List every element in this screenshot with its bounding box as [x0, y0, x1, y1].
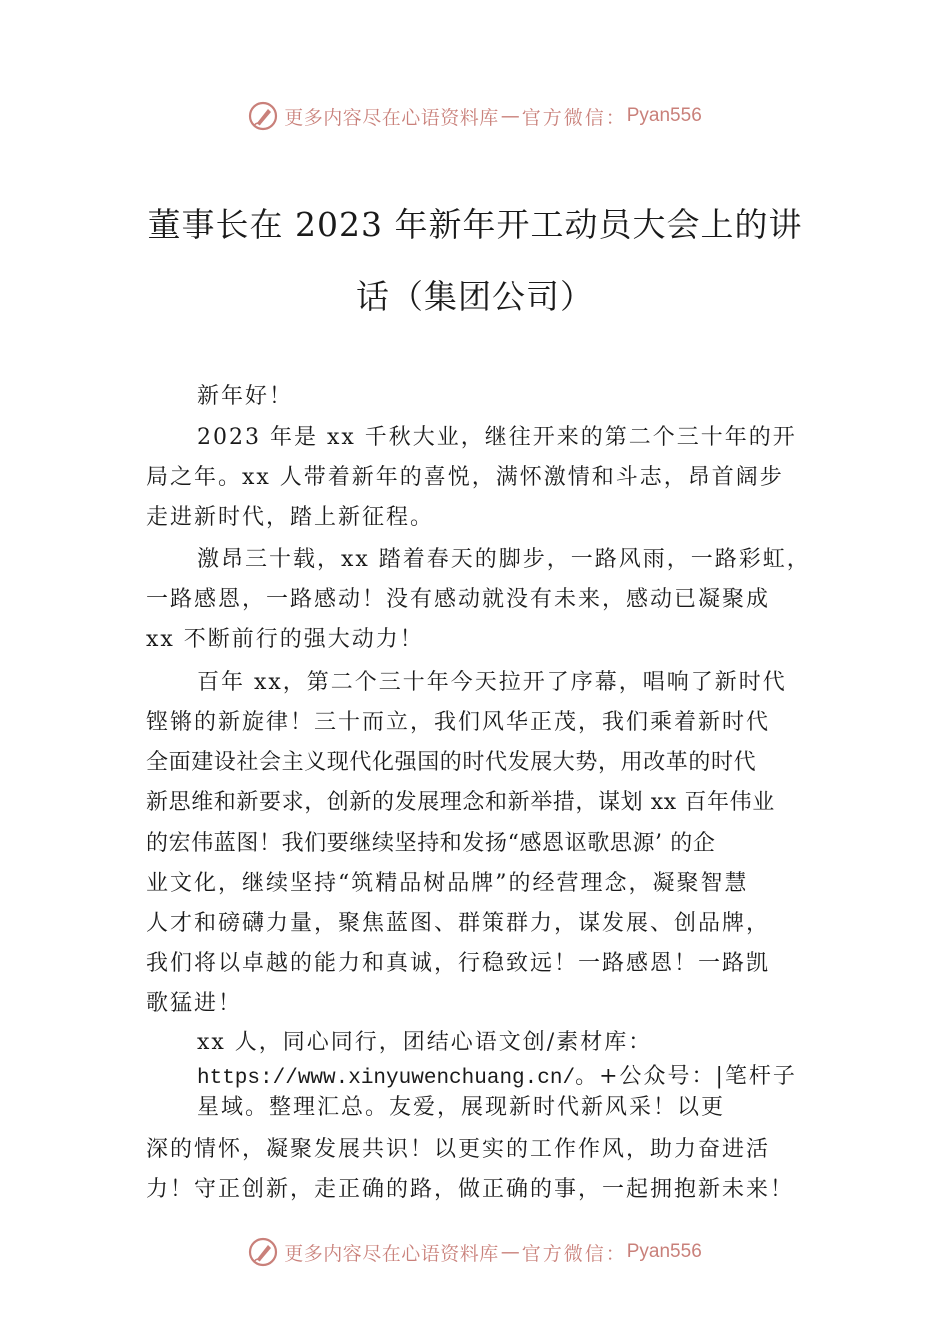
- body-line: 人才和磅礴力量，聚焦蓝图、群策群力，谋发展、创品牌，: [146, 911, 771, 936]
- document-title-line-1: 董事长在 2023 年新年开工动员大会上的讲: [147, 205, 803, 244]
- watermark-header: [0, 96, 950, 136]
- watermark-wechat-id: Pyan556: [626, 1241, 702, 1262]
- watermark-dash: —: [500, 1241, 520, 1263]
- watermark-footer: [0, 1232, 950, 1272]
- body-line: 我们将以卓越的能力和真诚，行稳致远！一路感恩！一路凯: [146, 951, 771, 976]
- watermark-dash: —: [500, 105, 520, 127]
- pen-logo-icon: [248, 1237, 278, 1267]
- body-line: 走进新时代，踏上新征程。: [146, 505, 435, 530]
- body-line: 星域。整理汇总。友爱，展现新时代新风采！以更: [197, 1095, 726, 1120]
- body-line: 深的情怀，凝聚发展共识！以更实的工作作风，助力奋进活: [146, 1137, 771, 1162]
- body-line: 新思维和新要求，创新的发展理念和新举措，谋划 xx 百年伟业: [146, 790, 775, 815]
- body-line: 一路感恩，一路感动！没有感动就没有未来，感动已凝聚成: [146, 587, 771, 612]
- body-line-suffix: 。+公众号：|笔杆子: [575, 1064, 797, 1089]
- body-line: 2023 年是 xx 千秋大业，继往开来的第二个三十年的开: [197, 425, 797, 450]
- body-line: 的宏伟蓝图！我们要继续坚持和发扬“感恩讴歌思源’ 的企: [146, 831, 716, 856]
- body-line: 局之年。xx 人带着新年的喜悦，满怀激情和斗志，昂首阔步: [146, 465, 784, 490]
- document-title-line-2: 话（集团公司）: [356, 277, 594, 316]
- watermark-wechat-label: 官方微信：: [521, 106, 627, 129]
- watermark-wechat-id: Pyan556: [626, 105, 702, 126]
- body-line: xx 人，同心同行，团结心语文创/素材库：: [197, 1030, 653, 1055]
- body-line: 全面建设社会主义现代化强国的时代发展大势，用改革的时代: [146, 750, 757, 775]
- body-line: 力！守正创新，走正确的路，做正确的事，一起拥抱新未来！: [146, 1177, 795, 1202]
- body-line: 歌猛进！: [146, 991, 243, 1016]
- body-line: 激昂三十载，xx 踏着春天的脚步，一路风雨，一路彩虹，: [197, 547, 811, 572]
- body-line: xx 不断前行的强大动力！: [146, 627, 424, 652]
- watermark-main-text: 更多内容尽在心语资料库: [284, 106, 499, 129]
- body-line: 铿锵的新旋律！三十而立，我们风华正茂，我们乘着新时代: [146, 710, 771, 735]
- website-url: https://www.xinyuwenchuang.cn/: [197, 1067, 576, 1090]
- body-line: 业文化，继续坚持“筑精品树品牌”的经营理念，凝聚智慧: [146, 871, 749, 896]
- body-line: 百年 xx，第二个三十年今天拉开了序幕，唱响了新时代: [197, 670, 787, 695]
- watermark-main-text: 更多内容尽在心语资料库: [284, 1242, 499, 1265]
- body-line-url: [197, 1062, 797, 1094]
- pen-logo-icon: [248, 101, 278, 131]
- body-line: 新年好！: [197, 384, 294, 409]
- watermark-wechat-label: 官方微信：: [521, 1242, 627, 1265]
